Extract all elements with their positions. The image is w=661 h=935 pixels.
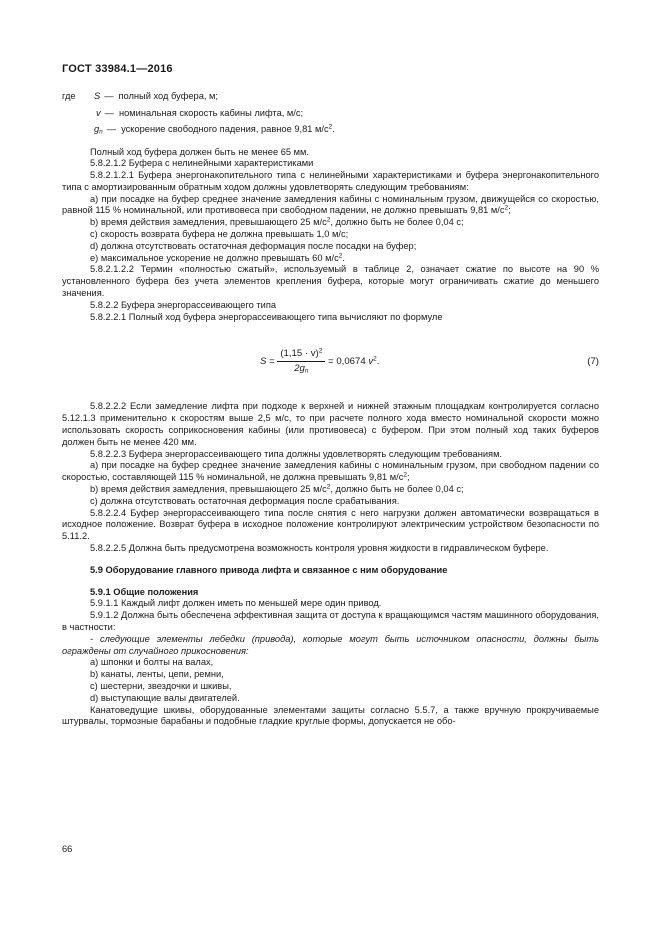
paragraph: 5.8.2.2.5 Должна быть предусмотрена возможность контроля уровня жидкости в гидравлическом буфере. [90,543,549,554]
paragraph: 5.8.2.1.2.1 Буфера энергонакопительного типа с нелинейными характеристиками и буфера энергонакопительного типа с амортизированным обратным ходом должны удовлетворять следующим требованиям: [62,170,599,192]
paragraph: 5.9.1.1 Каждый лифт должен иметь по меньшей мере один привод. [90,598,382,609]
paragraph: 5.8.2.2.3 Буфера энергорассеивающего типа должны удовлетворять следующим требованиям. [90,448,503,459]
dash: — [104,91,114,101]
list-item: b) время действия замедления, превышающего 25 $м/с^2$, должно быть не более 0,04 с; [90,216,464,228]
where-row-gn [62,124,599,141]
symbol-v: v [96,107,101,118]
formula-expression: S = $\frac{(1,15 \cdot v)^2}{2g_n}$ = 0,0674 $v^2$. [260,347,380,375]
clause-heading: 5.8.2.2 Буфера энергорассеивающего типа [90,299,277,310]
formula-fraction: $\frac{(1,15 \cdot v)^2}{2g_n}$ [277,348,325,375]
list-item: d) выступающие валы двигателей. [90,692,240,703]
formula-number: (7) [587,356,599,368]
paragraph: 5.8.2.1.2.2 Термин «полностью сжатый», используемый в таблице 2, означает сжатие по высоте на 90 % установленного буфера без учета элементов крепления буфера, которые могут ограничивать сжатие до меньшего значения. [62,264,599,299]
paragraph: Полный ход буфера должен быть не менее 65 мм. [90,146,310,157]
paragraph: Канатоведущие шкивы, оборудованные элементами защиты согласно 5.5.7, а также вручную прокручиваемые штурвалы, тормозные барабаны и подобные гладкие круглые формы, допускается не обо- [62,704,599,727]
list-item: с) скорость возврата буфера не должна превышать 1,0 м/с; [90,229,349,240]
list-item: е) максимальное ускорение не должно превышать 60 $м/с^2$. [90,252,345,263]
paragraph-italic: - следующие элементы лебедки (привода), которые могут быть источником опасности, должны быть ограждены от случайного прикосновения: [62,633,599,656]
list-item: а) шпонки и болты на валах, [90,657,214,668]
symbol-s: S [94,91,101,101]
paragraph: 5.8.2.2.2 Если замедление лифта при подходе к верхней и нижней этажным площадкам контролируется согласно 5.12.1.3 применительно к скоростям выше 2,5 м/с, то при расчете полного хода вместо номинальной скорости можно использовать скорость соприкосновения кабины (или противовеса) с буфером. При этом полный ход таких буферов должен быть не менее 420 мм. [62,401,599,447]
list-item: d) должна отсутствовать остаточная деформация после посадки на буфер; [90,240,417,251]
list-item: b) канаты, ленты, цепи, ремни, [90,669,224,680]
paragraph: 5.8.2.2.4 Буфер энергорассеивающего типа после снятия с него нагрузки должен автоматически возвращаться в исходное положение. Возврат буфера в исходное положение контролируют электрическим устройством безопасности по 5.11.2. [62,507,599,542]
symbol-gn: $g_n$ [94,124,103,136]
list-item: с) шестерни, звездочки и шкивы, [90,680,232,691]
where-row-s [62,91,599,108]
list-item: с) должна отсутствовать остаточная деформация после срабатывания. [90,495,400,506]
clause-heading: 5.8.2.1.2 Буфера с нелинейными характеристиками [90,158,314,169]
where-desc-v: номинальная скорость кабины лифта, м/с; [118,107,304,118]
page-number: 66 [62,844,73,854]
where-desc-gn: ускорение свободного падения, равное 9,81 $м/с^2$. [121,123,335,134]
dash: — [106,124,117,134]
list-item: а) при посадке на буфер среднее значение замедления кабины с номинальным грузом, при свободном падении со скоростью, составляющей 115 % номинальной, не должна превышать 9,81 $м/с^2$; [62,460,599,483]
dash: — [104,107,114,118]
where-row-v [62,108,599,125]
document-header: ГОСТ 33984.1—2016 [62,63,173,75]
document-body [62,91,599,728]
formula-7 [62,329,599,391]
subsection-heading: 5.9.1 Общие положения [90,586,199,597]
list-item: b) время действия замедления, превышающего 25 $м/с^2$, должно быть не более 0,04 с; [90,483,464,495]
where-lead: где [62,91,76,101]
list-item: а) при посадке на буфер среднее значение замедления кабины с номинальным грузом, движущейся со скоростью, равной 115 % номинальной, или противовеса при свободном падении, не должно превышать 9,81 $м/с^2$; [62,193,599,216]
paragraph: 5.9.1.2 Должна быть обеспечена эффективная защита от доступа к вращающимся частям машинного оборудования, в частности: [62,610,599,632]
paragraph: 5.8.2.2.1 Полный ход буфера энергорассеивающего типа вычисляют по формуле [90,311,443,322]
where-desc-s: полный ход буфера, м; [118,91,219,101]
section-heading: 5.9 Оборудование главного привода лифта и связанное с ним оборудование [90,564,448,575]
